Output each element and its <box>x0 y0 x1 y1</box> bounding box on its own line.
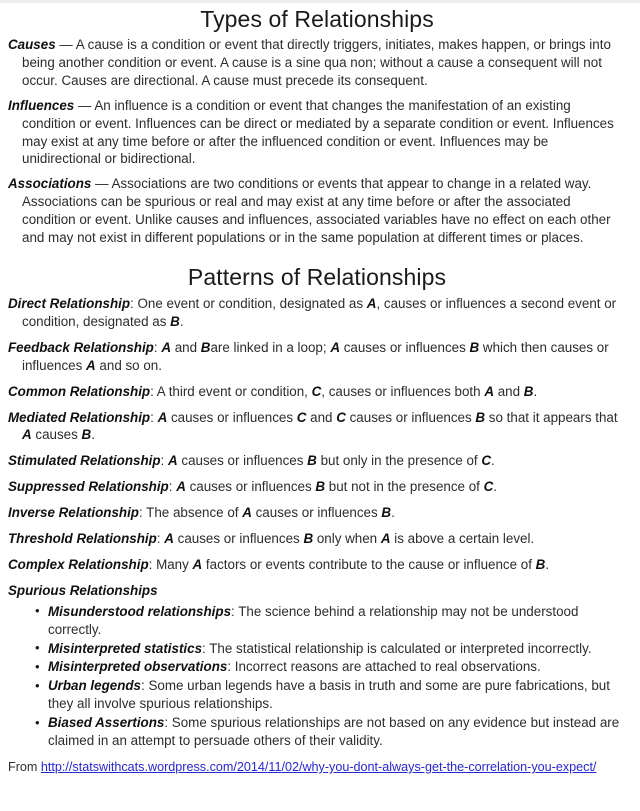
pattern-text: . <box>545 556 550 572</box>
list-item-term: Misunderstood relationships <box>48 603 232 619</box>
page-title-patterns-of-relationships: Patterns of Relationships <box>187 263 447 290</box>
pattern-variable: C <box>311 383 322 399</box>
pattern-text: . <box>391 505 395 521</box>
definition-causes <box>8 36 626 90</box>
source-prefix: From <box>8 760 41 774</box>
pattern-variable: A <box>242 505 252 521</box>
list-item <box>35 603 626 639</box>
pattern-text: . <box>91 427 95 443</box>
pattern-variable: A <box>176 479 186 495</box>
pattern-text: causes or influences <box>339 339 470 355</box>
source-url-link[interactable]: http://statswithcats.wordpress.com/2014/11/02/why-you-dont-always-get-the-correlation-you-expect/ <box>40 760 597 774</box>
definition-body-associations: — Associations are two conditions or events that appear to change in a related way. Associations can be spurious or real and may exist at any time before or after the associated condition or event. Unlike causes and influences, associated variables have no effect on each other and may not exist in different populations or in the same population at different times or places. <box>22 176 611 246</box>
pattern-text: : Many <box>148 556 193 572</box>
definition-list-types <box>8 36 626 247</box>
definition-associations <box>8 175 626 247</box>
pattern-text: causes or influences <box>167 409 297 425</box>
pattern-text: causes or influences <box>345 409 476 425</box>
definition-term-associations: Associations <box>8 176 92 192</box>
pattern-variable: A <box>380 531 391 547</box>
pattern-variable: C <box>296 409 307 425</box>
pattern-variable: B <box>303 531 314 547</box>
pattern-text: which then causes or influences <box>22 339 609 373</box>
pattern-text: : A third event or condition, <box>150 383 312 399</box>
pattern-term: Threshold Relationship <box>8 531 157 547</box>
pattern-text: : The absence of <box>138 505 243 521</box>
pattern-variable: B <box>81 427 92 443</box>
pattern-common-relationship <box>8 383 626 401</box>
pattern-text: only when <box>313 531 381 547</box>
definition-influences <box>8 97 626 169</box>
spurious-relationships-heading <box>8 582 626 600</box>
pattern-variable: B <box>523 383 534 399</box>
pattern-mediated-relationship <box>8 409 626 445</box>
pattern-text: , causes or influences a second event or condition, designated as <box>22 295 617 329</box>
pattern-text: but not in the presence of <box>325 479 484 495</box>
pattern-variable: A <box>22 427 32 443</box>
pattern-inverse-relationship <box>8 504 626 522</box>
definition-term-causes: Causes <box>8 37 56 52</box>
list-item-term: Biased Assertions <box>48 715 165 731</box>
list-item <box>35 677 626 713</box>
pattern-list <box>8 295 626 574</box>
list-item <box>35 714 626 750</box>
pattern-variable: B <box>315 479 326 495</box>
pattern-term: Feedback Relationship <box>8 339 154 355</box>
list-item-body: : The science behind a relationship may not be understood correctly. <box>48 603 579 637</box>
pattern-direct-relationship <box>8 295 626 331</box>
pattern-term: Inverse Relationship <box>8 505 139 521</box>
pattern-variable: B <box>170 313 180 329</box>
pattern-term: Mediated Relationship <box>8 409 151 425</box>
pattern-variable: B <box>469 339 480 355</box>
pattern-text: so that it appears that <box>485 409 618 425</box>
pattern-text: and <box>170 339 201 355</box>
pattern-variable: A <box>484 383 494 399</box>
pattern-text: causes or influences <box>173 531 304 547</box>
pattern-threshold-relationship <box>8 530 626 548</box>
spurious-relationships-list <box>8 603 626 750</box>
list-item-term: Urban legends <box>48 678 142 694</box>
pattern-term: Common Relationship <box>8 383 151 399</box>
pattern-stimulated-relationship <box>8 452 626 470</box>
pattern-variable: A <box>366 295 377 311</box>
page-top-band <box>0 0 640 3</box>
pattern-variable: A <box>157 409 168 425</box>
page-title-types-of-relationships: Types of Relationships <box>200 6 434 32</box>
pattern-text: : <box>156 531 165 547</box>
pattern-variable: A <box>330 339 340 355</box>
pattern-variable: A <box>164 531 174 547</box>
pattern-text: but only in the presence of <box>316 453 482 469</box>
pattern-variable: B <box>475 409 486 425</box>
pattern-variable: C <box>483 479 494 495</box>
pattern-text: causes or influences <box>251 505 382 521</box>
pattern-text: . <box>533 383 538 399</box>
pattern-term: Stimulated Relationship <box>8 453 161 469</box>
pattern-variable: C <box>481 453 492 469</box>
pattern-text: causes <box>31 427 82 443</box>
list-item-body: : Incorrect reasons are attached to real observations. <box>227 659 541 675</box>
pattern-text: : <box>160 453 168 469</box>
pattern-variable: A <box>86 357 96 373</box>
pattern-variable: B <box>200 339 211 355</box>
definition-body-influences: — An influence is a condition or event that changes the manifestation of an existing condition or event. Influences can be direct or mediated by a separate condition or event. Influences may exist at any time before or after the influenced condition or event. Influences may be unidirectional or bidirectional. <box>22 97 614 167</box>
pattern-complex-relationship <box>8 556 626 574</box>
definition-term-influences: Influences <box>8 97 75 113</box>
pattern-variable: B <box>535 556 546 572</box>
pattern-text: : <box>168 479 177 495</box>
pattern-text: , causes or influences both <box>321 383 485 399</box>
pattern-variable: C <box>336 409 346 425</box>
pattern-text: . <box>179 313 184 329</box>
list-item <box>35 658 626 676</box>
pattern-suppressed-relationship <box>8 478 626 496</box>
list-item-term: Misinterpreted observations <box>48 659 228 675</box>
list-item <box>35 640 626 658</box>
pattern-variable: B <box>381 505 392 521</box>
pattern-text: factors or events contribute to the cause or influence of <box>202 556 536 572</box>
pattern-text: and <box>493 383 524 399</box>
pattern-feedback-relationship <box>8 339 626 375</box>
list-item-body: : The statistical relationship is calculated or interpreted incorrectly. <box>202 640 592 656</box>
pattern-variable: A <box>167 453 178 469</box>
pattern-variable: A <box>192 556 203 572</box>
definition-body-causes: — A cause is a condition or event that directly triggers, initiates, makes happen, or brings into being another condition or event. A cause is a sine qua non; without a cause a consequent will not occur. Causes are directional. A cause must precede its consequent. <box>22 37 611 88</box>
list-item-term: Misinterpreted statistics <box>48 640 203 656</box>
pattern-variable: A <box>161 339 171 355</box>
list-item-body: : Some urban legends have a basis in truth and some are pure fabrications, but they all involve spurious relationships. <box>48 678 610 712</box>
pattern-text: : <box>153 339 162 355</box>
pattern-term: Complex Relationship <box>8 556 149 572</box>
spurious-relationships-heading-text: Spurious Relationships <box>8 582 158 598</box>
pattern-term: Suppressed Relationship <box>8 479 169 495</box>
pattern-variable: B <box>307 453 317 469</box>
pattern-text: are linked in a loop; <box>210 339 331 355</box>
pattern-text: and so on. <box>95 357 162 373</box>
pattern-text: . <box>493 479 498 495</box>
pattern-text: . <box>491 453 495 469</box>
pattern-text: and <box>306 409 337 425</box>
pattern-term: Direct Relationship <box>8 295 131 311</box>
source-attribution <box>8 759 626 775</box>
pattern-text: : One event or condition, designated as <box>130 295 367 311</box>
list-item-body: : Some spurious relationships are not based on any evidence but instead are claimed in an attempt to persuade others of their validity. <box>48 715 620 749</box>
pattern-text: causes or influences <box>185 479 316 495</box>
pattern-text: is above a certain level. <box>390 531 535 547</box>
pattern-text: causes or influences <box>177 453 308 469</box>
pattern-text: : <box>150 409 158 425</box>
